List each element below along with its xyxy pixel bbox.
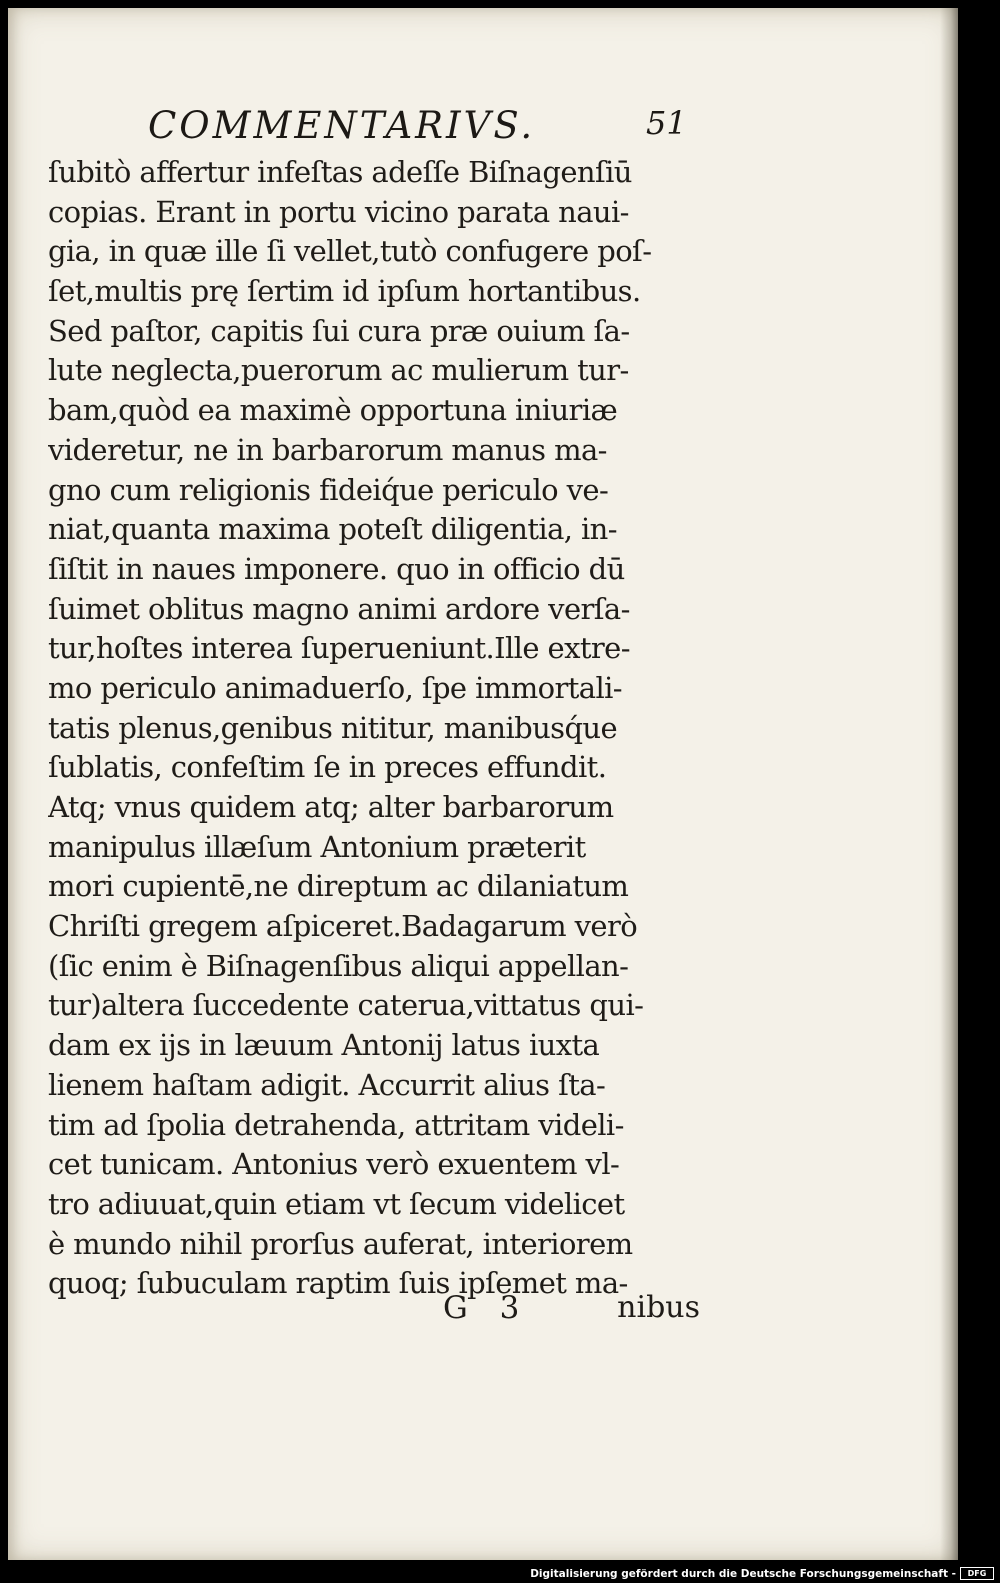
book-page: [8, 8, 958, 1560]
text-line: ſublatis, confeſtim ſe in preces effundit.: [48, 750, 607, 785]
text-line: gia, in quæ ille ſi vellet,tutò confugere poſ-: [48, 234, 652, 269]
text-line: lute neglecta,puerorum ac mulierum tur-: [48, 353, 629, 388]
text-line: (ſic enim è Biſnagenſibus aliqui appellan-: [48, 948, 629, 983]
text-line: tro adiuuat,quin etiam vt ſecum videlicet: [48, 1186, 625, 1221]
text-line: lienem haſtam adigit. Accurrit alius ſta-: [48, 1067, 606, 1102]
digitization-credit: Digitalisierung gefördert durch die Deutsche Forschungsgemeinschaft -: [530, 1568, 956, 1580]
text-line: dam ex ijs in læuum Antonij latus iuxta: [48, 1028, 600, 1063]
text-line: ſiſtit in naues imponere. quo in officio dū: [48, 551, 625, 586]
text-line: videretur, ne in barbarorum manus ma-: [48, 432, 607, 467]
page-gutter-shadow: [940, 8, 958, 1560]
catchword: nibus: [617, 1290, 700, 1325]
page-number: 51: [646, 104, 687, 142]
text-line: quoq; ſubuculam raptim ſuis ipſemet ma-: [48, 1266, 628, 1301]
text-line: Sed paſtor, capitis ſui cura præ ouium ſa-: [48, 313, 630, 348]
text-line: Chriſti gregem aſpiceret.Badagarum verò: [48, 909, 638, 944]
text-line: cet tunicam. Antonius verò exuentem vl-: [48, 1147, 620, 1182]
text-line: mori cupientē,ne direptum ac dilaniatum: [48, 869, 629, 904]
text-line: copias. Erant in portu vicino parata naui-: [48, 194, 629, 229]
text-line: Atq; vnus quidem atq; alter barbarorum: [48, 790, 614, 824]
text-line: tim ad ſpolia detrahenda, attritam videli-: [48, 1107, 624, 1142]
dfg-logo: DFG: [960, 1567, 994, 1580]
page-header: [148, 96, 708, 156]
text-line: manipulus illæſum Antonium præterit: [48, 829, 586, 864]
text-line: bam,quòd ea maximè opportuna iniuriæ: [48, 393, 618, 428]
text-line: niat,quanta maxima poteſt diligentia, in-: [48, 512, 617, 547]
text-line: ſet,multis prę ſertim id ipſum hortantibus.: [48, 274, 641, 309]
text-line: tur)altera ſuccedente caterua,vittatus qui-: [48, 988, 644, 1023]
running-title: COMMENTARIVS.: [148, 104, 536, 147]
page-footer: [48, 1290, 708, 1330]
text-line: ſubitò affertur infeſtas adeſſe Biſnagenſiū: [48, 155, 632, 189]
text-line: gno cum religionis fideiq́ue periculo ve-: [48, 472, 609, 507]
text-line: tur,hoſtes interea ſuperueniunt.Ille extre-: [48, 631, 630, 666]
text-line: è mundo nihil prorſus auferat, interiorem: [48, 1226, 633, 1261]
text-line: mo periculo animaduerſo, ſpe immortali-: [48, 670, 623, 705]
body-text: [48, 153, 708, 1304]
text-line: ſuimet oblitus magno animi ardore verſa-: [48, 591, 630, 626]
signature-mark: G 3: [443, 1290, 520, 1326]
text-line: tatis plenus,genibus nititur, manibusq́ue: [48, 710, 618, 745]
